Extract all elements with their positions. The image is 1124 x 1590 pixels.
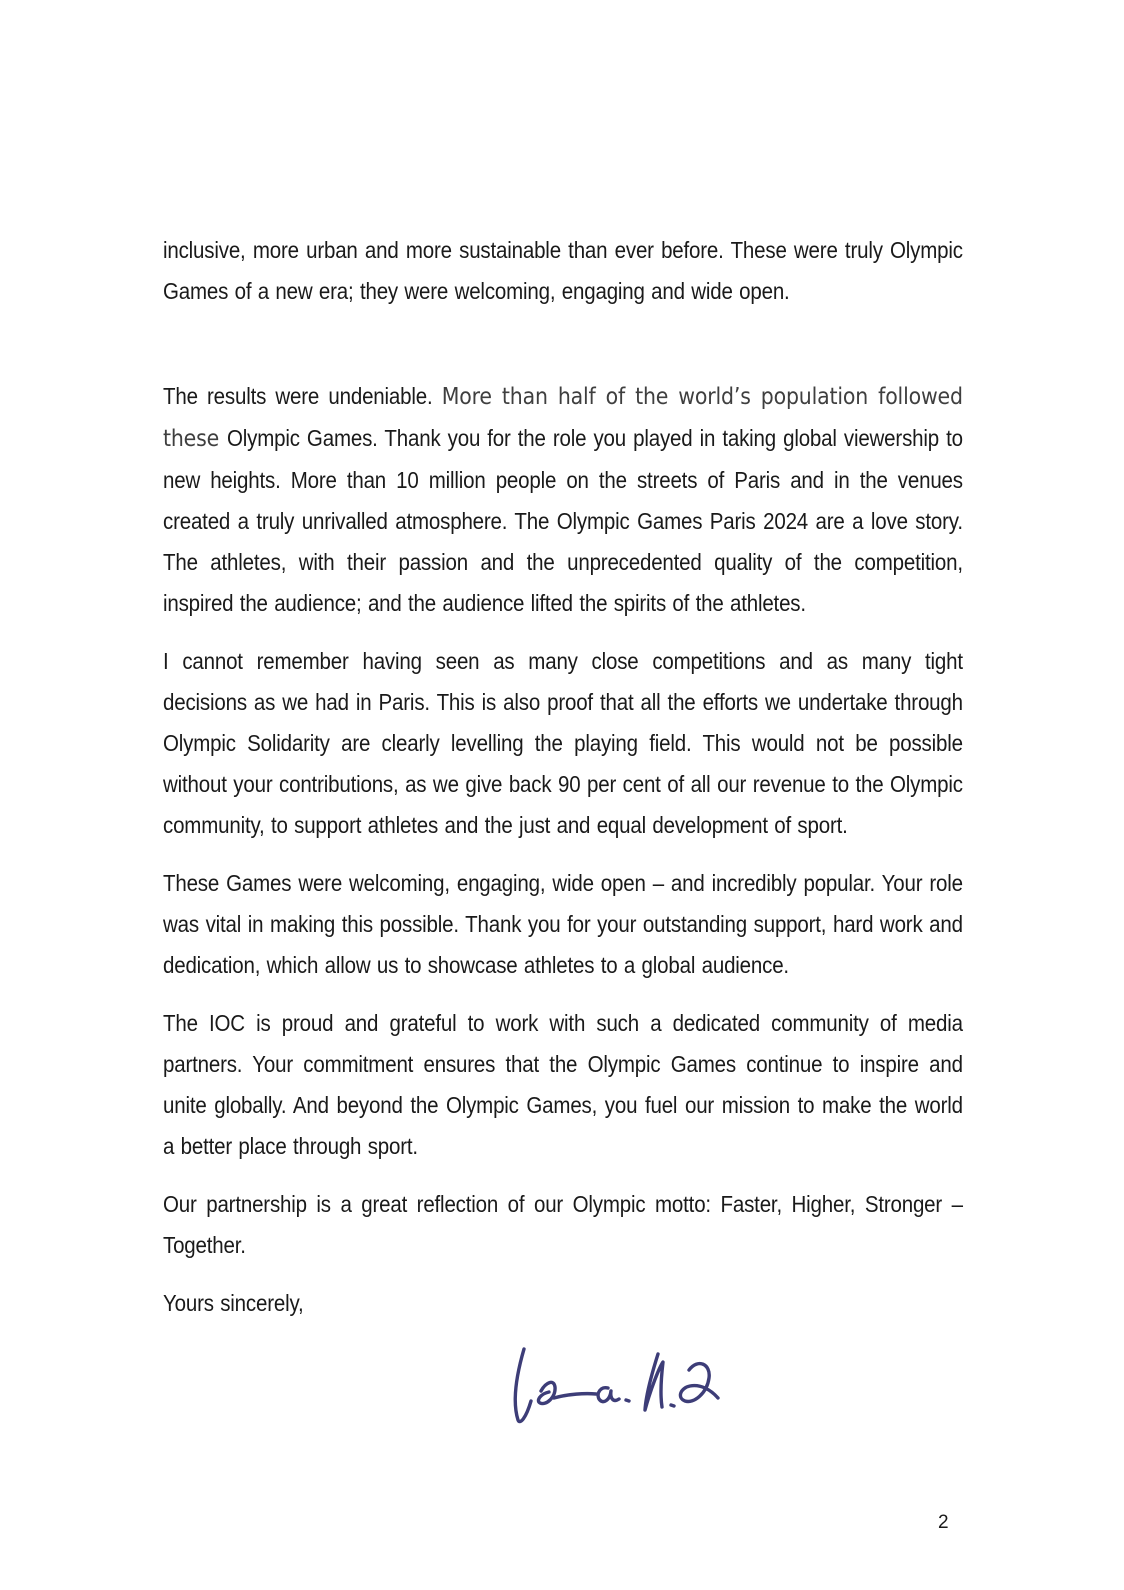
paragraph-6	[163, 1184, 963, 1266]
paragraph-3	[163, 641, 963, 846]
paragraph-4	[163, 863, 963, 986]
paragraph-5-segment: The IOC is proud and grateful to work with such a dedicated community of media partners. Your commitment ensures that the Olympic Games continue to inspire and unite globally. And beyond the Olympic Games, you fuel our mission to make the world a better place through sport.	[163, 1010, 963, 1159]
handwritten-signature-icon	[488, 1341, 738, 1437]
letter-body	[163, 230, 963, 1324]
paragraph-5	[163, 1003, 963, 1167]
paragraph-3-segment: I cannot remember having seen as many close competitions and as many tight decisions as we had in Paris. This is also proof that all the efforts we undertake through Olympic Solidarity are clearly levelling the playing field. This would not be possible without your contributions, as we give back 90 per cent of all our revenue to the Olympic community, to support athletes and the just and equal development of sport.	[163, 648, 963, 838]
closing-salutation-segment: Yours sincerely,	[163, 1290, 304, 1316]
paragraph-4-segment: These Games were welcoming, engaging, wide open – and incredibly popular. Your role was vital in making this possible. Thank you for your outstanding support, hard work and dedication, which allow us to showcase athletes to a global audience.	[163, 870, 963, 978]
page-number: 2	[938, 1512, 949, 1533]
closing-salutation	[163, 1283, 963, 1324]
paragraph-1-segment: inclusive, more urban and more sustainable than ever before. These were truly Olympic Games of a new era; they were welcoming, engaging and wide open.	[163, 237, 963, 304]
paragraph-2-segment: Olympic Games. Thank you for the role you played in taking global viewership to new heights. More than 10 million people on the streets of Paris and in the venues created a truly unrivalled atmosphere. The Olympic Games Paris 2024 are a love story. The athletes, with their passion and the unprecedented quality of the competition, inspired the audience; and the audience lifted the spirits of the athletes.	[163, 425, 963, 616]
paragraph-2	[163, 376, 963, 624]
signature-row	[488, 1341, 738, 1437]
paragraph-2-segment: The results were undeniable.	[163, 383, 442, 409]
paragraph-2-segment: More than half of the world’s population followed these	[163, 384, 963, 452]
paragraph-1	[163, 230, 963, 312]
paragraph-6-segment: Our partnership is a great reflection of our Olympic motto: Faster, Higher, Stronger – Together.	[163, 1191, 963, 1258]
